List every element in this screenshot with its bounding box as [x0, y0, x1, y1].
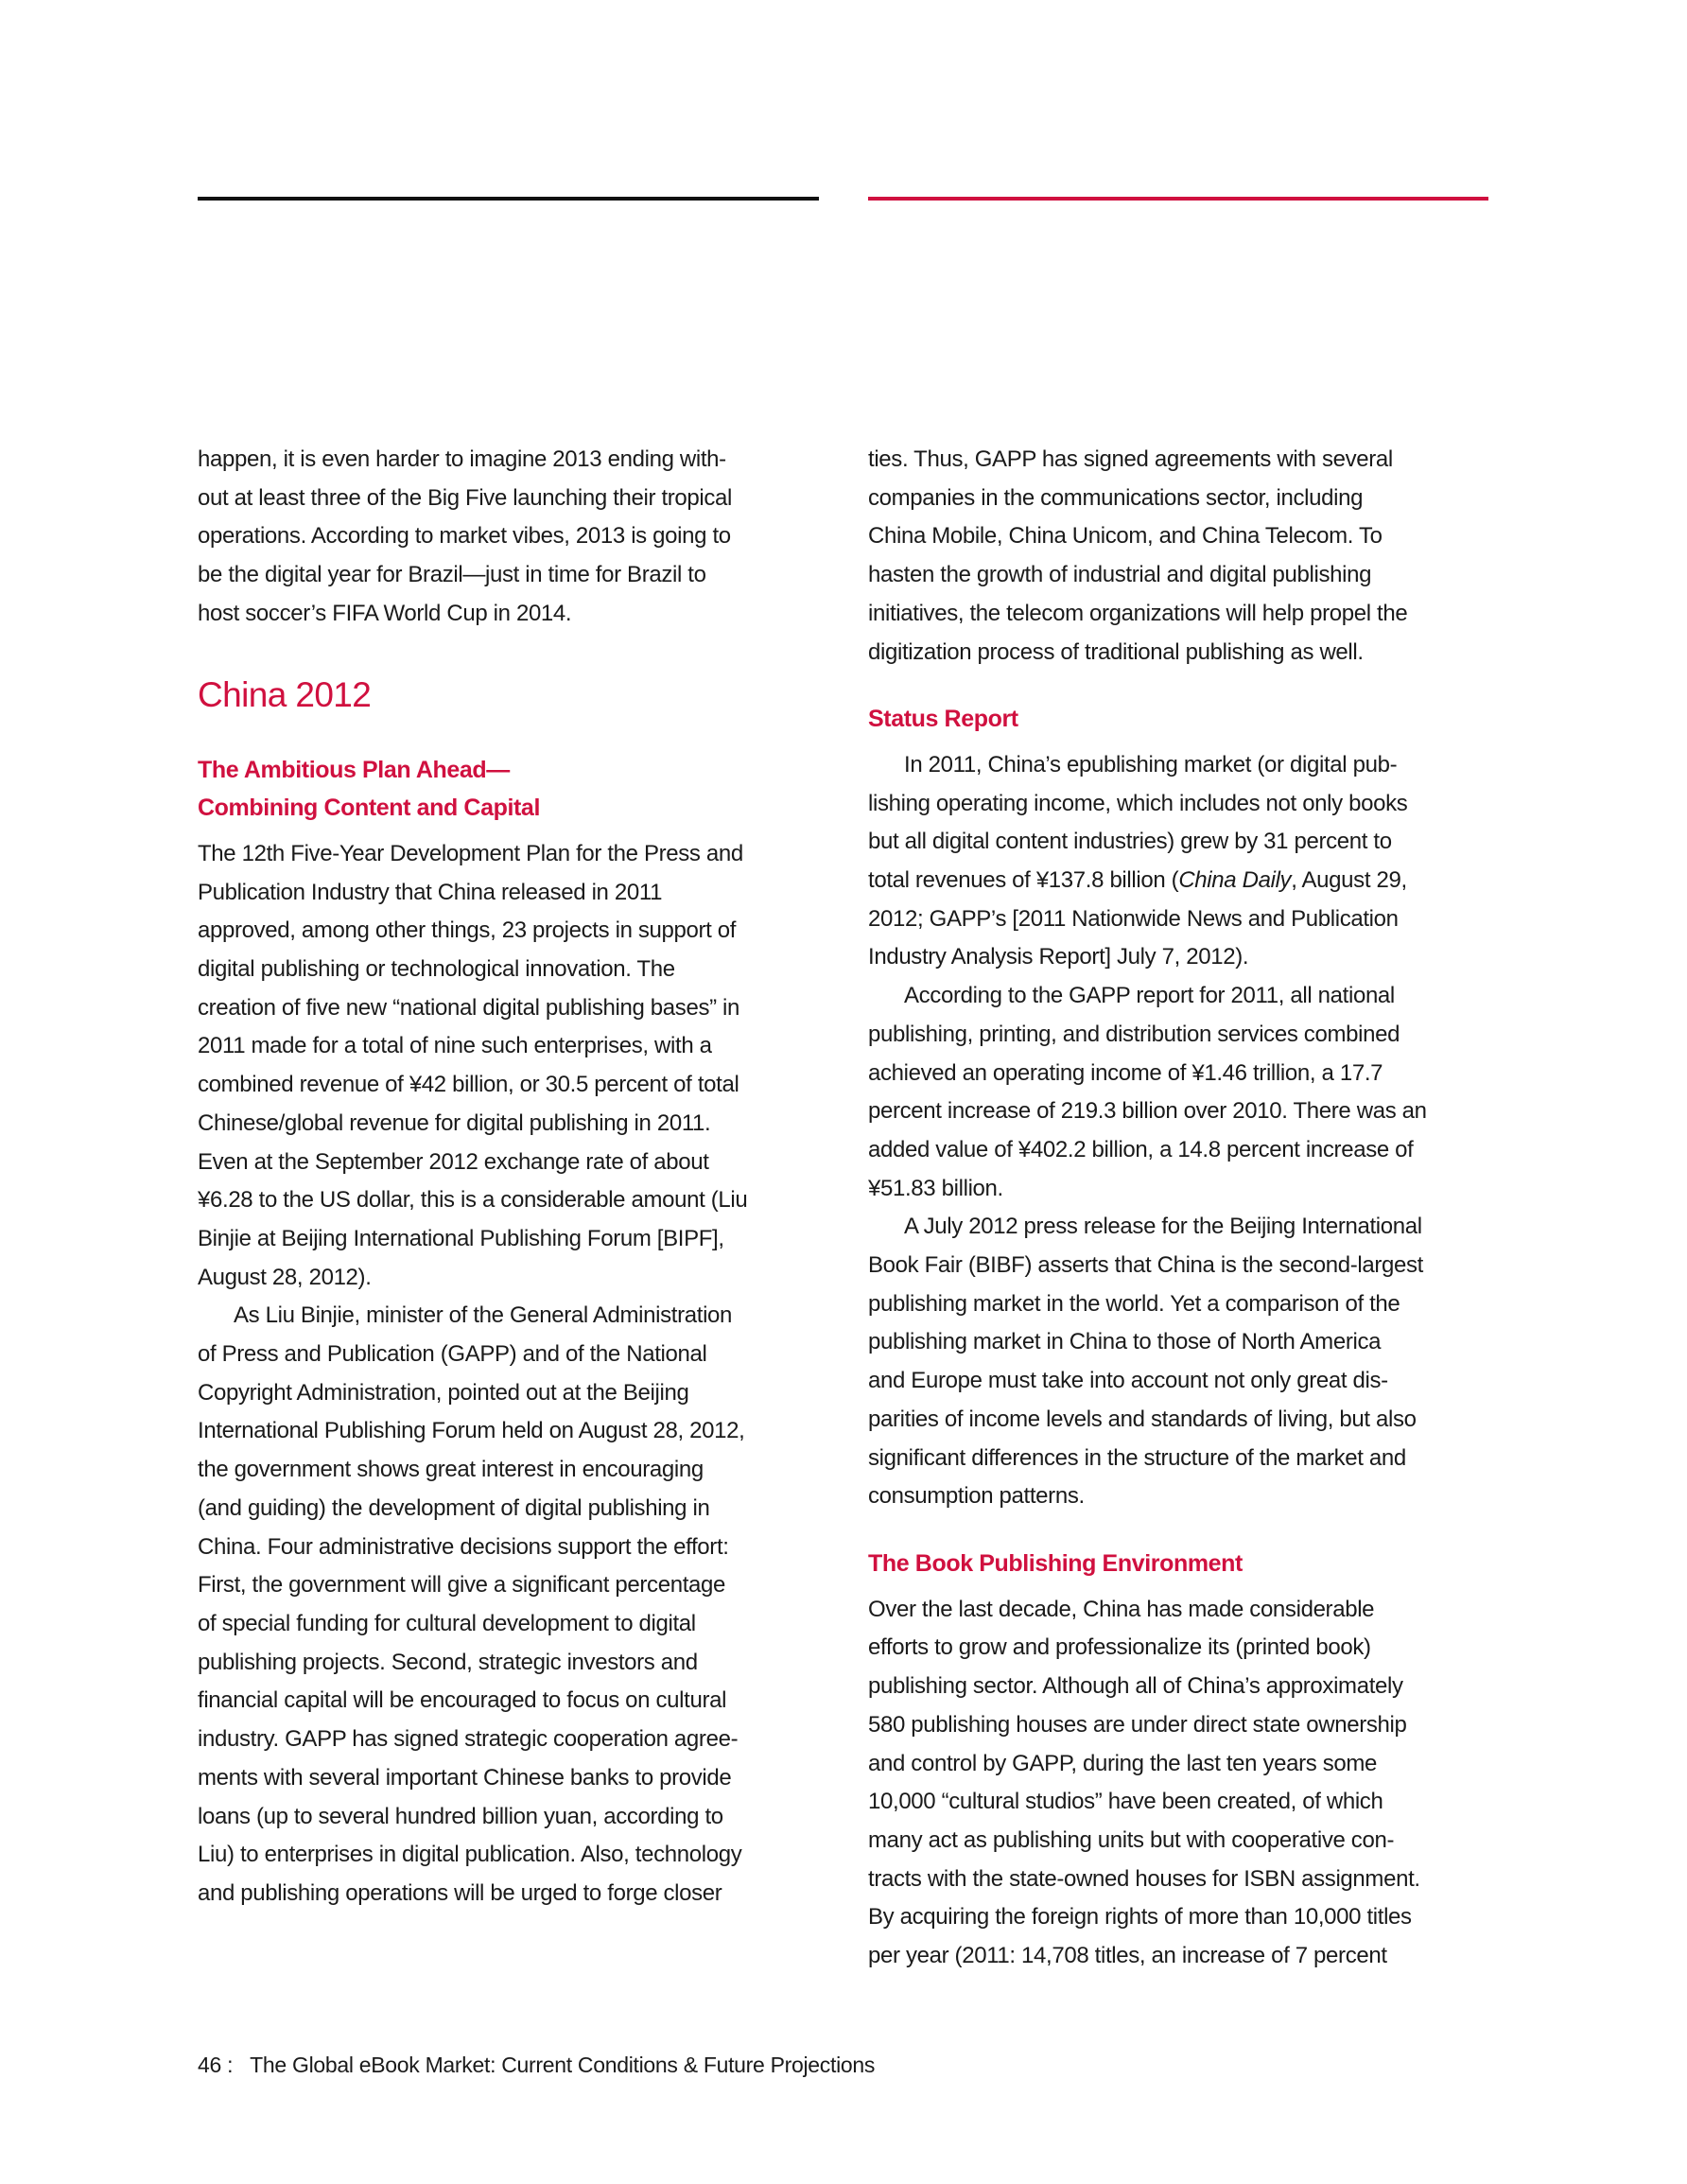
paragraph-epublishing-market: In 2011, China’s epublishing market (or digital pub- lishing operating income, which includes not only books but all digital content industries) grew by 31 percent to total revenues of ¥137.8 billion (China Daily, August 29, 2012; GAPP’s [2011 Nationwide News and Publication Industry Analysis Report] July 7, 2012). — [868, 751, 1408, 970]
subheading-status-report: Status Report — [868, 706, 1018, 733]
right-column — [868, 441, 1492, 1976]
paragraph-five-year-plan: The 12th Five-Year Development Plan for the Press and Publication Industry that China released in 2011 approved, among other things, 23 projects in support of digital publishing or technological innovation. The creation of five new “national digital publishing bases” in 2011 made for a total of nine such enterprises, with a combined revenue of ¥42 billion, or 30.5 percent of total Chinese/global revenue for digital publishing in 2011. Even at the September 2012 exchange rate of about ¥6.28 to the US dollar, this is a considerable amount (Liu Binjie at Beijing International Publishing Forum [BIPF], August 28, 2012). — [198, 840, 748, 1290]
paragraph-bibf-press-release: A July 2012 press release for the Beijing International Book Fair (BIBF) asserts that China is the second-largest publishing market in the world. Yet a comparison of the publishing market in China to those of North America and Europe must take into account not only great dis- parities of income levels and standards of living, but also significant differences in the structure of the market and consumption patterns. — [868, 1214, 1423, 1510]
publication-title: China Daily — [1178, 867, 1292, 894]
subheading-ambitious-plan: The Ambitious Plan Ahead— Combining Content and Capital — [198, 756, 540, 822]
top-rule-left — [198, 197, 819, 201]
subheading-book-publishing-environment: The Book Publishing Environment — [868, 1549, 1243, 1577]
left-column — [198, 441, 822, 1913]
section-title: China 2012 — [198, 674, 372, 714]
paragraph-gapp-report: According to the GAPP report for 2011, all national publishing, printing, and distribution services combined achieved an operating income of ¥1.46 trillion, a 17.7 percent increase of 219.3 billion over 2010. There was an added value of ¥402.2 billion, a 14.8 percent increase of ¥51.83 billion. — [868, 983, 1427, 1201]
continuation-paragraph: ties. Thus, GAPP has signed agreements with several companies in the communications sector, including China Mobile, China Unicom, and China Telecom. To hasten the growth of industrial and digital publishing initiatives, the telecom organizations will help propel the digitization process of traditional publishing as well. — [868, 446, 1408, 665]
paragraph-book-publishing: Over the last decade, China has made considerable efforts to grow and professionalize its (printed book) publishing sector. Although all of China’s approximately 580 publishing houses are under direct state ownership and control by GAPP, during the last ten years some 10,000 “cultural studios” have been created, of which many act as publishing units but with cooperative con- tracts with the state-owned houses for ISBN assignment. By acquiring the foreign rights of more than 10,000 titles per year (2011: 14,708 titles, an increase of 7 percent — [868, 1596, 1420, 1969]
running-title: The Global eBook Market: Current Conditions & Future Projections — [250, 2053, 876, 2077]
page-footer — [198, 2053, 875, 2078]
page-number: 46 : — [198, 2053, 234, 2077]
intro-paragraph: happen, it is even harder to imagine 2013 ending with- out at least three of the Big Five launching their tropical operations. According to market vibes, 2013 is going to be the digital year for Brazil—just in time for Brazil to host soccer’s FIFA World Cup in 2014. — [198, 446, 733, 626]
top-rule-right-accent — [868, 197, 1488, 201]
paragraph-liu-binjie: As Liu Binjie, minister of the General Administration of Press and Publication (GAPP) and of the National Copyright Administration, pointed out at the Beijing International Publishing Forum held on August 28, 2012, the government shows great interest in encouraging (and guiding) the development of digital publishing in China. Four administrative decisions support the effort: First, the government will give a significant percentage of special funding for cultural development to digital publishing projects. Second, strategic investors and financial capital will be encouraged to focus on cultural industry. GAPP has signed strategic cooperation agree- ments with several important Chinese banks to provide loans (up to several hundred billion yuan, according to Liu) to enterprises in digital publication. Also, technology and publishing operations will be urged to forge closer — [198, 1302, 745, 1906]
